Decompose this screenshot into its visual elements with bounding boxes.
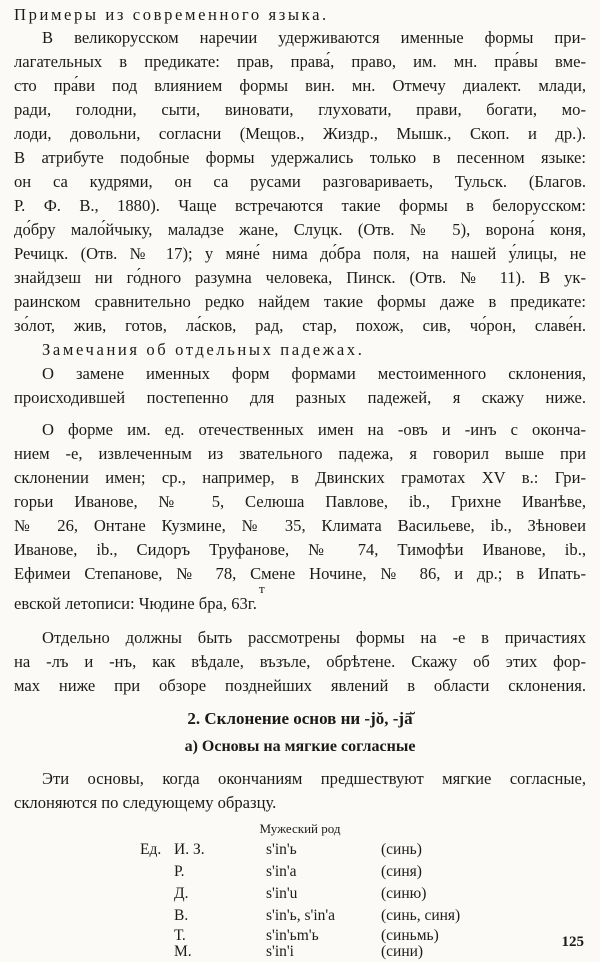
paradigm-label: Мужеский род — [259, 821, 341, 836]
form-cell: s'in'ь — [266, 841, 297, 858]
case-label: В. — [174, 907, 189, 924]
text-line: раинском сравнительно редко найдем такие формы даже в предикате: — [14, 292, 586, 311]
note-cell: (сини) — [381, 943, 424, 960]
text-line: нием -е, извлеченным из звательного падежа, я говорил выше при — [14, 444, 586, 463]
text-line: склоняются по следующему образцу. — [14, 793, 277, 812]
case-label: Т. — [174, 927, 186, 944]
text-line: Р. Ф. В., 1880). Чаще встречаются такие формы в белорусском: — [14, 196, 586, 215]
heading-remarks: Замечания об отдельных падежах. — [42, 340, 365, 359]
text-line: евской летописи: Чюдине бра, 63г. — [14, 594, 257, 613]
text-line: на -лъ и -нъ, как вѣдале, възъле, обрѣтене. Скажу об этих фор- — [14, 652, 586, 671]
heading-examples: Примеры из современного языка. — [14, 5, 329, 24]
form-cell: s'in'u — [266, 885, 298, 902]
text-line: лагательных в предикате: прав, права́, право, им. мн. пра́вы вме- — [14, 52, 586, 71]
note-cell: (синьмь) — [381, 927, 439, 944]
superscript-mark: т — [259, 581, 265, 596]
number-label: Ед. — [140, 841, 162, 858]
note-cell: (синь, синя) — [381, 907, 461, 924]
subsection-title: а) Основы на мягкие согласные — [184, 738, 416, 755]
note-cell: (синь) — [381, 841, 422, 858]
text-line: Ефимеи Степанове, № 78, Смене Ночине, № 86, и др.; в Ипать- — [14, 564, 586, 583]
text-line: О замене именных форм формами местоименного склонения, — [42, 364, 586, 383]
case-label: М. — [174, 943, 192, 960]
text-line: склонении имен; ср., например, в Двинских грамотах XV в.: Гри- — [14, 468, 586, 487]
form-cell: s'in'a — [266, 863, 297, 880]
text-line: ради, голодни, сыти, виновати, глуховати, прави, богати, мо- — [14, 100, 586, 119]
case-label: Д. — [174, 885, 189, 902]
text-line: мах ниже при обзоре позднейших явлений в области склонения. — [14, 676, 586, 695]
text-line: Речицк. (Отв. № 17); у мяне́ нима до́бра поля, на нашей у́лицы, не — [14, 244, 586, 263]
form-cell: s'in'ь, s'in'a — [266, 907, 336, 924]
note-cell: (синя) — [381, 863, 422, 880]
text-line: зо́лот, жив, готов, ла́сков, рад, стар, похож, сив, чо́рон, славе́н. — [14, 316, 586, 335]
page-number: 125 — [561, 934, 584, 950]
form-cell: s'in'ьm'ь — [266, 927, 319, 944]
text-line: лоди, довольни, согласни (Мещов., Жиздр., Мышк., Скоп. и др.). — [14, 124, 586, 143]
text-line: В великорусском наречии удерживаются именные формы при- — [42, 28, 586, 47]
text-line: Эти основы, когда окончаниям предшествуют мягкие согласные, — [42, 769, 586, 788]
text-line: О форме им. ед. отечественных имен на -овъ и -инъ с оконча- — [42, 420, 586, 439]
text-line: знайдзеш ни го́дного разумна человека, Пинск. (Отв. № 11). В ук- — [14, 268, 586, 287]
text-line: Отдельно должны быть рассмотрены формы на -е в причастиях — [42, 628, 586, 647]
text-line: до́бру мало́йчыку, маладзе жане, Слуцк. (Отв. № 5), ворона́ коня, — [14, 220, 586, 239]
text-line: Иванове, ib., Сидоръ Труфанове, № 74, Тимофѣи Иванове, ib., — [14, 540, 586, 559]
text-line: горьи Иванове, № 5, Селюша Павлове, ib., Грихне Иванѣве, — [14, 492, 586, 511]
section-title: 2. Склонение основ ни -jŏ, -jā̆ — [187, 709, 413, 728]
text-line: № 26, Онтане Кузмине, № 35, Климата Васильеве, ib., Зѣновеи — [14, 516, 586, 535]
case-label: И. З. — [174, 841, 205, 858]
case-label: Р. — [174, 863, 185, 880]
text-line: В атрибуте подобные формы удержались только в песенном языке: — [14, 148, 586, 167]
text-line: он са кудрями, он са русами разговариваеть, Тульск. (Благов. — [14, 172, 586, 191]
form-cell: s'in'i — [266, 943, 294, 960]
note-cell: (синю) — [381, 885, 427, 902]
text-line: происходившей постепенно для разных падежей, я скажу ниже. — [14, 388, 586, 407]
text-line: сто пра́ви под влиянием формы вин. мн. Отмечу диалект. млади, — [14, 76, 586, 95]
